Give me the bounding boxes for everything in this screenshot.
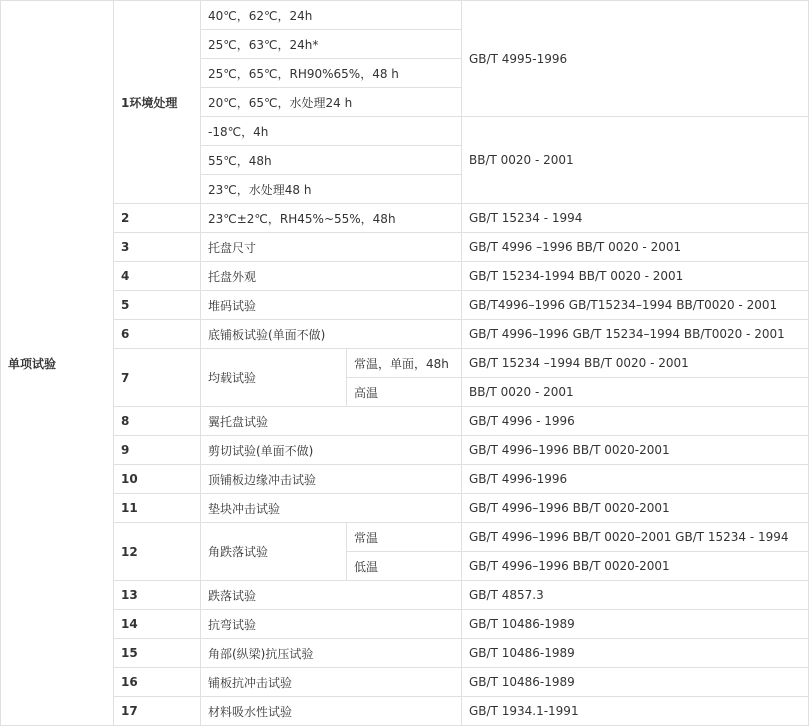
standard-cell: GB/T 4996–1996 GB/T 15234–1994 BB/T0020 - 2001 xyxy=(462,320,809,349)
standard-cell: GB/T 10486-1989 xyxy=(462,639,809,668)
row-number: 11 xyxy=(114,494,201,523)
standard-cell: GB/T 4996–1996 BB/T 0020–2001 GB/T 15234 - 1994 xyxy=(462,523,809,552)
table-row xyxy=(1,204,809,233)
sub-condition: 低温 xyxy=(347,552,462,581)
standard-cell: GB/T 15234-1994 BB/T 0020 - 2001 xyxy=(462,262,809,291)
standard-cell: GB/T 10486-1989 xyxy=(462,668,809,697)
table-row xyxy=(1,465,809,494)
env-condition: -18℃，4h xyxy=(201,117,462,146)
standard-cell: GB/T 4995-1996 xyxy=(462,1,809,117)
table-row xyxy=(1,407,809,436)
env-condition: 40℃，62℃，24h xyxy=(201,1,462,30)
row-number: 2 xyxy=(114,204,201,233)
env-condition: 25℃，63℃，24h* xyxy=(201,30,462,59)
row-number: 3 xyxy=(114,233,201,262)
category-cell: 单项试验 xyxy=(1,1,114,726)
sub-condition: 常温，单面，48h xyxy=(347,349,462,378)
row-number: 17 xyxy=(114,697,201,726)
test-item: 底铺板试验(单面不做) xyxy=(201,320,462,349)
standard-cell: GB/T 4996–1996 BB/T 0020-2001 xyxy=(462,494,809,523)
env-condition: 23℃，水处理48 h xyxy=(201,175,462,204)
sub-condition: 常温 xyxy=(347,523,462,552)
table-row xyxy=(1,610,809,639)
standard-cell: GB/T 15234 –1994 BB/T 0020 - 2001 xyxy=(462,349,809,378)
test-item: 跌落试验 xyxy=(201,581,462,610)
table-row xyxy=(1,233,809,262)
standard-cell: BB/T 0020 - 2001 xyxy=(462,117,809,204)
test-item: 剪切试验(单面不做) xyxy=(201,436,462,465)
env-condition: 20℃，65℃，水处理24 h xyxy=(201,88,462,117)
standard-cell: GB/T 10486-1989 xyxy=(462,610,809,639)
table-row xyxy=(1,349,809,378)
row-number: 5 xyxy=(114,291,201,320)
row-number: 4 xyxy=(114,262,201,291)
test-item: 翼托盘试验 xyxy=(201,407,462,436)
test-item: 均载试验 xyxy=(201,349,347,407)
test-item: 垫块冲击试验 xyxy=(201,494,462,523)
test-item: 顶铺板边缘冲击试验 xyxy=(201,465,462,494)
row-number: 8 xyxy=(114,407,201,436)
standard-cell: GB/T 1934.1-1991 xyxy=(462,697,809,726)
table-row xyxy=(1,697,809,726)
standard-cell: GB/T 4996 –1996 BB/T 0020 - 2001 xyxy=(462,233,809,262)
table-row xyxy=(1,581,809,610)
standard-cell: GB/T 4996–1996 BB/T 0020-2001 xyxy=(462,552,809,581)
table-body xyxy=(1,1,809,726)
sub-condition: 高温 xyxy=(347,378,462,407)
row-number: 15 xyxy=(114,639,201,668)
standard-cell: GB/T 4857.3 xyxy=(462,581,809,610)
row-number: 7 xyxy=(114,349,201,407)
test-item: 角部(纵梁)抗压试验 xyxy=(201,639,462,668)
standard-cell: GB/T4996–1996 GB/T15234–1994 BB/T0020 - 2001 xyxy=(462,291,809,320)
row-number: 13 xyxy=(114,581,201,610)
table-row xyxy=(1,1,809,30)
standard-cell: GB/T 15234 - 1994 xyxy=(462,204,809,233)
table-row xyxy=(1,436,809,465)
standard-cell: GB/T 4996-1996 xyxy=(462,465,809,494)
standard-cell: GB/T 4996 - 1996 xyxy=(462,407,809,436)
row-number: 14 xyxy=(114,610,201,639)
test-item: 铺板抗冲击试验 xyxy=(201,668,462,697)
test-item: 23℃±2℃，RH45%~55%，48h xyxy=(201,204,462,233)
test-item: 托盘尺寸 xyxy=(201,233,462,262)
table-row xyxy=(1,291,809,320)
env-condition: 25℃，65℃，RH90%65%，48 h xyxy=(201,59,462,88)
test-item: 材料吸水性试验 xyxy=(201,697,462,726)
table-row xyxy=(1,639,809,668)
row-number: 16 xyxy=(114,668,201,697)
row-number: 9 xyxy=(114,436,201,465)
table-row xyxy=(1,262,809,291)
test-item: 托盘外观 xyxy=(201,262,462,291)
standard-cell: GB/T 4996–1996 BB/T 0020-2001 xyxy=(462,436,809,465)
env-condition: 55℃，48h xyxy=(201,146,462,175)
test-item: 角跌落试验 xyxy=(201,523,347,581)
table-row xyxy=(1,320,809,349)
row-number: 6 xyxy=(114,320,201,349)
standard-cell: BB/T 0020 - 2001 xyxy=(462,378,809,407)
table-row xyxy=(1,494,809,523)
test-item: 堆码试验 xyxy=(201,291,462,320)
table-row xyxy=(1,523,809,552)
row-number: 10 xyxy=(114,465,201,494)
test-item: 抗弯试验 xyxy=(201,610,462,639)
table-row xyxy=(1,668,809,697)
row-number: 1环境处理 xyxy=(114,1,201,204)
row-number: 12 xyxy=(114,523,201,581)
